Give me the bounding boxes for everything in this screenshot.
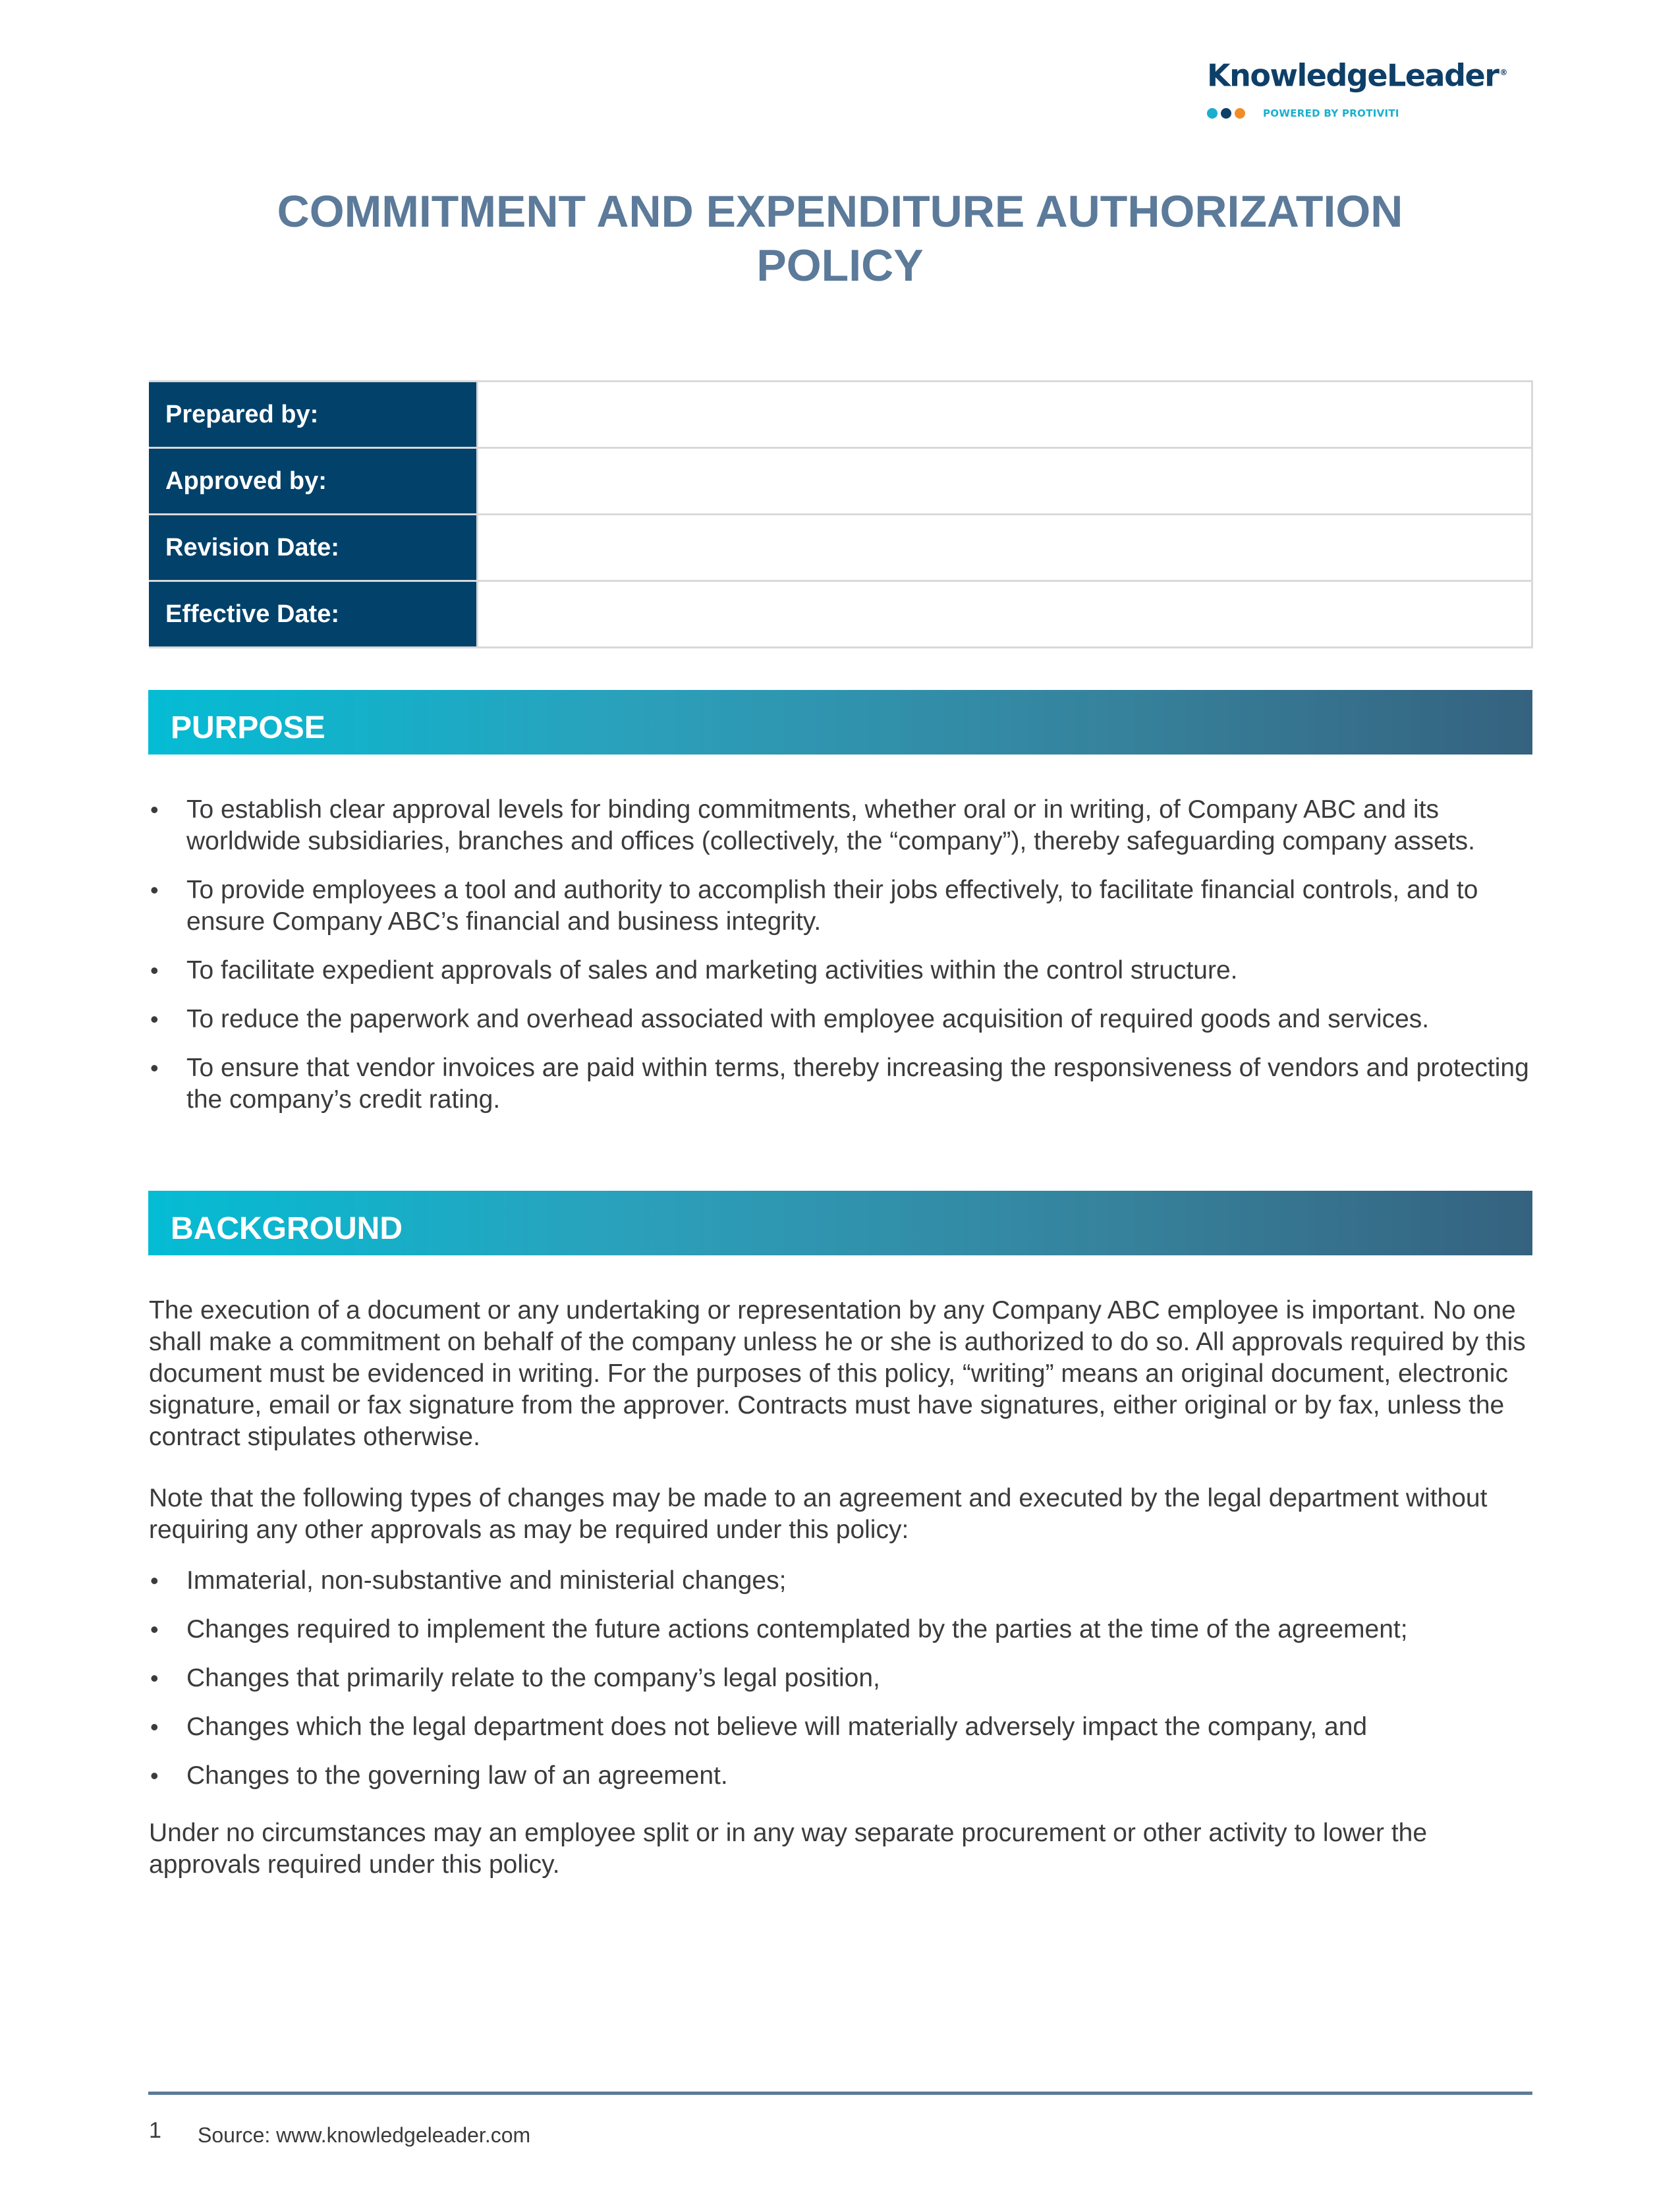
bullet-icon: • bbox=[150, 957, 159, 984]
bullet-icon: • bbox=[150, 1616, 159, 1643]
prepared-by-value[interactable] bbox=[478, 382, 1532, 448]
list-item-text: To facilitate expedient approvals of sales and marketing activities within the control structure. bbox=[186, 956, 1238, 984]
list-item bbox=[149, 955, 1539, 986]
list-item-text: Changes to the governing law of an agreement. bbox=[186, 1761, 728, 1790]
bullet-icon: • bbox=[150, 1665, 159, 1692]
effective-date-label: Effective Date: bbox=[150, 581, 478, 648]
effective-date-value[interactable] bbox=[478, 581, 1532, 648]
bullet-icon: • bbox=[150, 876, 159, 903]
list-item bbox=[149, 1760, 1539, 1792]
prepared-by-label: Prepared by: bbox=[150, 382, 478, 448]
table-row bbox=[150, 448, 1532, 515]
bullet-icon: • bbox=[150, 1713, 159, 1740]
list-item bbox=[149, 1663, 1539, 1694]
list-item bbox=[149, 1004, 1539, 1035]
approved-by-label: Approved by: bbox=[150, 448, 478, 515]
background-paragraph-1: The execution of a document or any undertaking or representation by any Company ABC employee is important. No one shall make a commitment on behalf of the company unless he or she is authorized to do so. All approvals required by this document must be evidenced in writing. For the purposes of this policy, “writing” means an original document, electronic signature, email or fax signature from the approver. Contracts must have signatures, either original or by fax, unless the contract stipulates otherwise. bbox=[149, 1296, 1526, 1451]
list-item-text: Immaterial, non-substantive and ministerial changes; bbox=[186, 1566, 787, 1595]
list-item-text: To provide employees a tool and authority to accomplish their jobs effectively, to facilitate financial controls, and to ensure Company ABC’s financial and business integrity. bbox=[186, 876, 1478, 936]
bullet-icon: • bbox=[150, 1006, 159, 1033]
list-item bbox=[149, 1614, 1539, 1645]
list-item-text: Changes that primarily relate to the company’s legal position, bbox=[186, 1664, 880, 1692]
purpose-heading: PURPOSE bbox=[171, 710, 325, 745]
table-row bbox=[150, 382, 1532, 448]
table-row bbox=[150, 515, 1532, 581]
list-item-text: Changes which the legal department does not believe will materially adversely impact the company, and bbox=[186, 1713, 1368, 1741]
table-row bbox=[150, 581, 1532, 648]
list-item-text: Changes required to implement the future actions contemplated by the parties at the time of the agreement; bbox=[186, 1615, 1408, 1643]
orange-dot-icon bbox=[1235, 108, 1245, 119]
logo-wordmark bbox=[1207, 54, 1550, 94]
background-paragraph-3: Under no circumstances may an employee split or in any way separate procurement or other activity to lower the approvals required under this policy. bbox=[149, 1819, 1428, 1879]
teal-dot-icon bbox=[1207, 108, 1218, 119]
bullet-icon: • bbox=[150, 1762, 159, 1789]
bullet-icon: • bbox=[150, 1567, 159, 1594]
bullet-icon: • bbox=[150, 796, 159, 823]
background-section-header bbox=[148, 1191, 1532, 1255]
registered-mark: ® bbox=[1499, 68, 1507, 77]
background-heading: BACKGROUND bbox=[171, 1211, 403, 1246]
revision-date-label: Revision Date: bbox=[150, 515, 478, 581]
list-item bbox=[149, 1052, 1539, 1116]
revision-date-value[interactable] bbox=[478, 515, 1532, 581]
list-item-text: To ensure that vendor invoices are paid within terms, thereby increasing the responsiveness of vendors and protecting the company’s credit rating. bbox=[186, 1054, 1529, 1114]
page-title bbox=[0, 185, 1680, 293]
navy-dot-icon bbox=[1221, 108, 1231, 119]
list-item bbox=[149, 794, 1539, 857]
brand-tagline: POWERED BY PROTIVITI bbox=[1263, 107, 1399, 120]
footer-source-link[interactable]: Source: www.knowledgeleader.com bbox=[198, 2123, 531, 2147]
list-item-text: To reduce the paperwork and overhead associated with employee acquisition of required goods and services. bbox=[186, 1005, 1430, 1033]
list-item bbox=[149, 1711, 1539, 1743]
list-item bbox=[149, 874, 1539, 938]
title-line-1: COMMITMENT AND EXPENDITURE AUTHORIZATION bbox=[277, 186, 1403, 237]
document-info-table bbox=[149, 380, 1533, 648]
background-paragraph-2: Note that the following types of changes may be made to an agreement and executed by the legal department without requiring any other approvals as may be required under this policy: bbox=[149, 1484, 1488, 1544]
title-line-2: POLICY bbox=[756, 241, 924, 291]
purpose-bullet-list bbox=[149, 794, 1539, 1116]
list-item bbox=[149, 1565, 1539, 1597]
purpose-section-header bbox=[148, 690, 1532, 755]
logo-tagline-row bbox=[1207, 107, 1550, 120]
background-bullet-list bbox=[149, 1565, 1539, 1792]
bullet-icon: • bbox=[150, 1054, 159, 1081]
page-number: 1 bbox=[149, 2118, 161, 2143]
knowledgeleader-logo bbox=[1207, 54, 1550, 120]
brand-name: KnowledgeLeader bbox=[1207, 57, 1499, 94]
approved-by-value[interactable] bbox=[478, 448, 1532, 515]
list-item-text: To establish clear approval levels for binding commitments, whether oral or in writing, of Company ABC and its worldwide subsidiaries, branches and offices (collectively, the “company”), thereby safeguarding company assets. bbox=[186, 795, 1476, 855]
footer-divider bbox=[148, 2092, 1532, 2095]
